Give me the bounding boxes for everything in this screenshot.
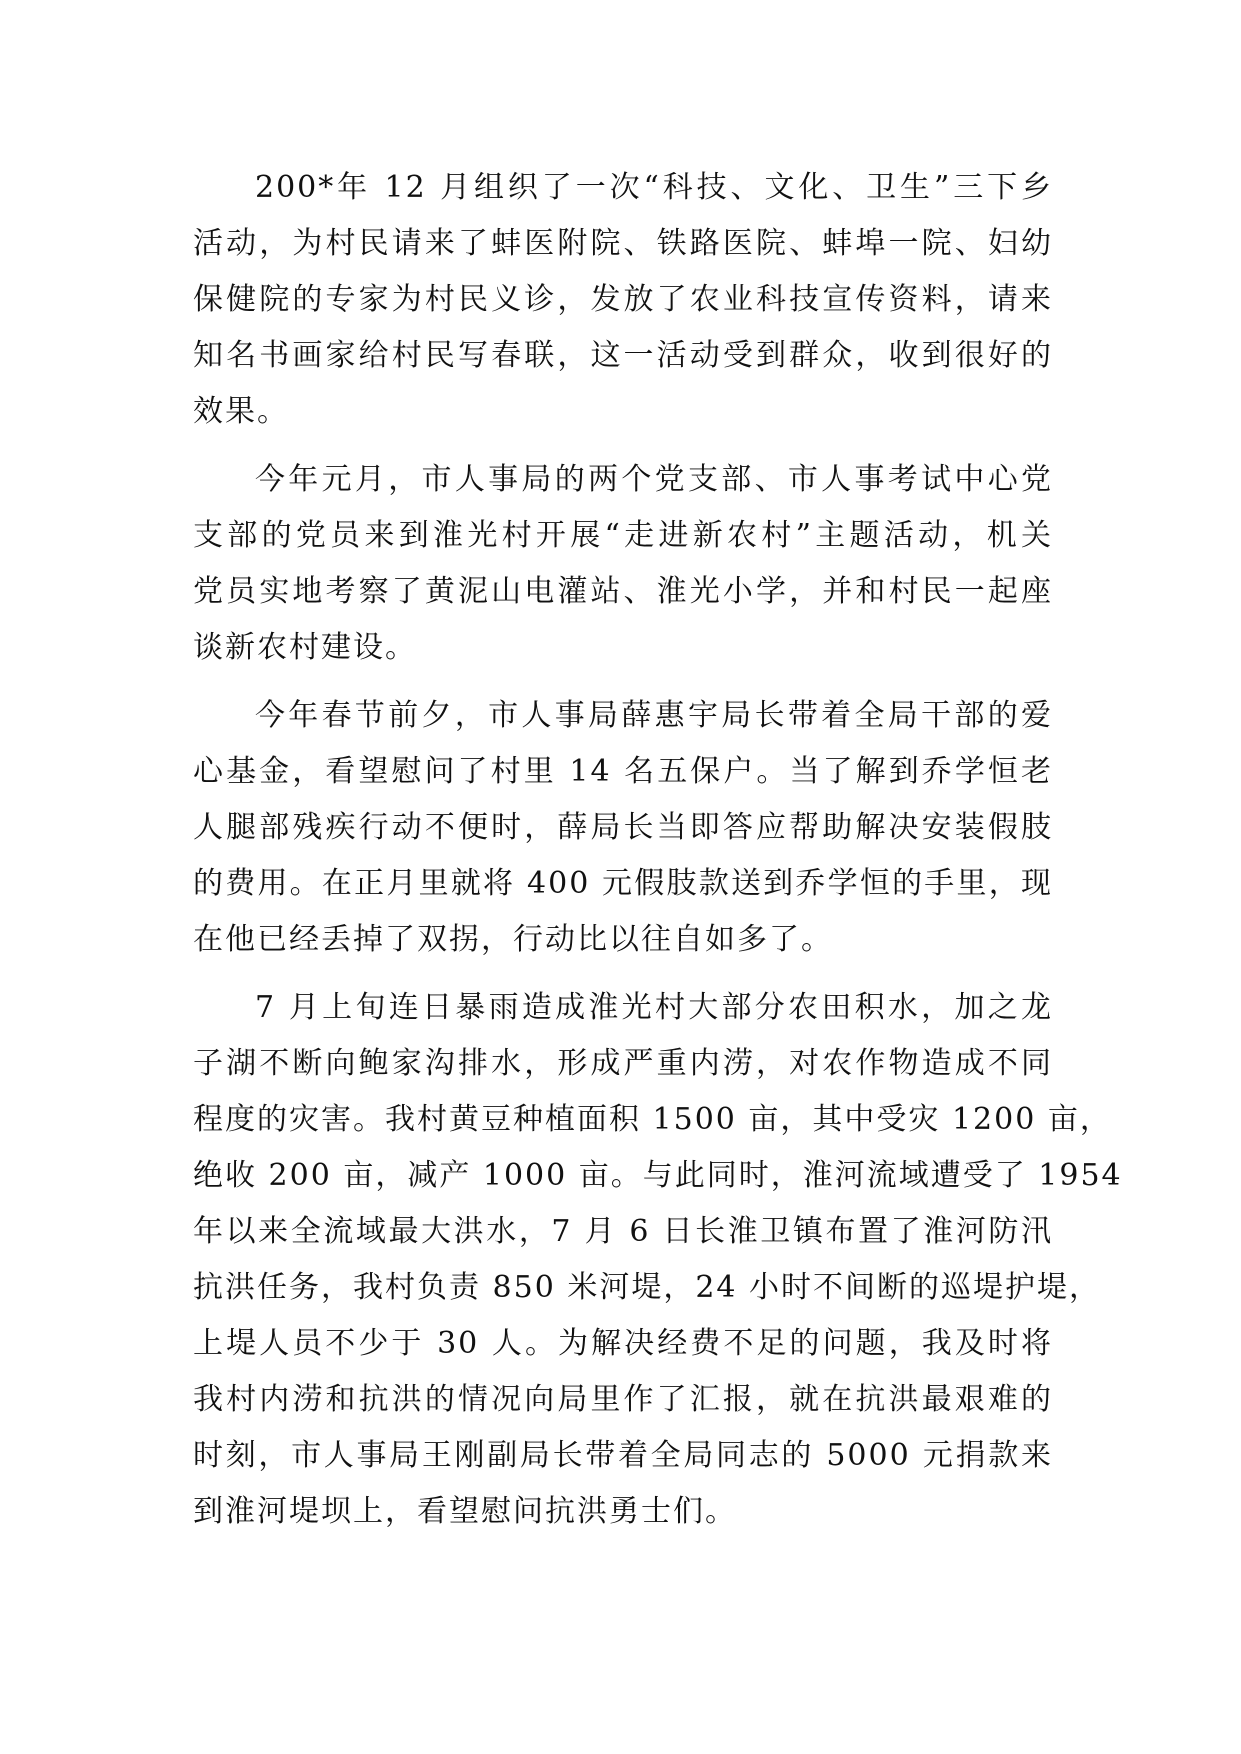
text-line: 效果。 (193, 394, 289, 429)
text-line: 党员实地考察了黄泥山电灌站、淮光小学，并和村民一起座 (193, 574, 1053, 609)
paragraph-1 (193, 160, 1053, 440)
text-line: 支部的党员来到淮光村开展“走进新农村”主题活动，机关 (193, 518, 1053, 553)
text-line: 7 月上旬连日暴雨造成淮光村大部分农田积水，加之龙 (255, 990, 1053, 1025)
text-line: 谈新农村建设。 (193, 630, 417, 665)
text-line: 心基金，看望慰问了村里 14 名五保户。当了解到乔学恒老 (193, 754, 1053, 789)
document-body (193, 160, 1123, 1540)
paragraph-2 (193, 452, 1053, 676)
text-line: 年以来全流域最大洪水，7 月 6 日长淮卫镇布置了淮河防汛 (193, 1214, 1053, 1249)
text-line: 绝收 200 亩，减产 1000 亩。与此同时，淮河流域遭受了 1954 (193, 1158, 1123, 1193)
text-line: 活动，为村民请来了蚌医附院、铁路医院、蚌埠一院、妇幼 (193, 226, 1053, 261)
text-line: 保健院的专家为村民义诊，发放了农业科技宣传资料，请来 (193, 282, 1053, 317)
paragraph-3 (193, 688, 1053, 968)
text-line: 在他已经丢掉了双拐，行动比以往自如多了。 (193, 922, 833, 957)
paragraph-4 (193, 980, 1123, 1540)
text-line: 人腿部残疾行动不便时，薛局长当即答应帮助解决安装假肢 (193, 810, 1053, 845)
text-line: 今年春节前夕，市人事局薛惠宇局长带着全局干部的爱 (255, 698, 1053, 733)
text-line: 的费用。在正月里就将 400 元假肢款送到乔学恒的手里，现 (193, 866, 1053, 901)
text-line: 子湖不断向鲍家沟排水，形成严重内涝，对农作物造成不同 (193, 1046, 1053, 1081)
text-line: 今年元月，市人事局的两个党支部、市人事考试中心党 (255, 462, 1053, 497)
text-line: 我村内涝和抗洪的情况向局里作了汇报，就在抗洪最艰难的 (193, 1382, 1053, 1417)
text-line: 200*年 12 月组织了一次“科技、文化、卫生”三下乡 (255, 170, 1053, 205)
text-line: 程度的灾害。我村黄豆种植面积 1500 亩，其中受灾 1200 亩， (193, 1102, 1112, 1137)
text-line: 知名书画家给村民写春联，这一活动受到群众，收到很好的 (193, 338, 1053, 373)
text-line: 到淮河堤坝上，看望慰问抗洪勇士们。 (193, 1494, 737, 1529)
text-line: 上堤人员不少于 30 人。为解决经费不足的问题，我及时将 (193, 1326, 1053, 1361)
text-line: 抗洪任务，我村负责 850 米河堤，24 小时不间断的巡堤护堤， (193, 1270, 1102, 1305)
text-line: 时刻，市人事局王刚副局长带着全局同志的 5000 元捐款来 (193, 1438, 1053, 1473)
